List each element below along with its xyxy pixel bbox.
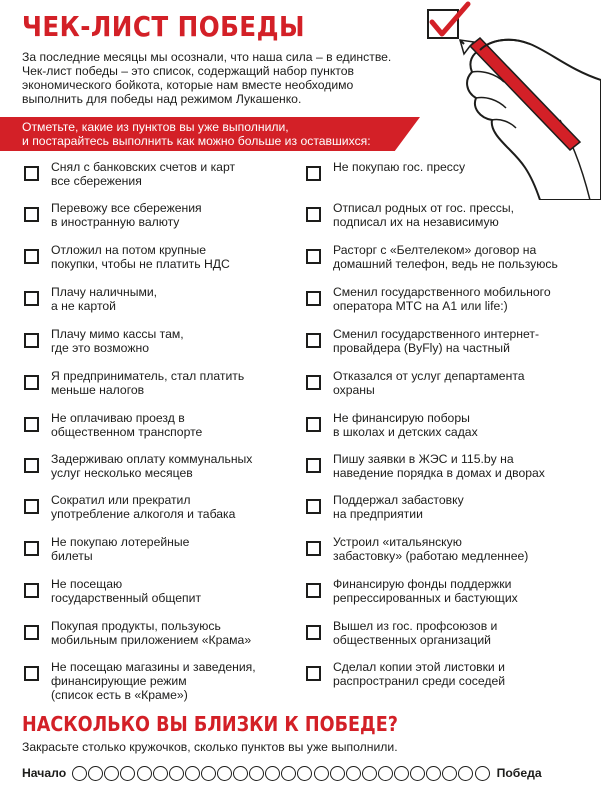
checklist-item-label: [51, 619, 251, 647]
checklist-item-line: Не оплачиваю проезд в: [51, 411, 185, 425]
checklist-item-label: [333, 535, 528, 563]
checklist-item-line: Сменил государственного интернет-: [333, 327, 540, 341]
checklist-item-line: Устроил «итальянскую: [333, 535, 462, 549]
progress-circle[interactable]: [153, 766, 168, 781]
checklist-item-line: Отписал родных от гос. прессы,: [333, 201, 514, 215]
checklist-item[interactable]: [24, 619, 286, 647]
checklist-item-line: общественном транспорте: [51, 425, 203, 439]
checklist-item-line: репрессированных и бастующих: [333, 591, 518, 605]
checklist-item[interactable]: [24, 327, 286, 355]
checklist-item-line: Не покупаю гос. прессу: [333, 160, 466, 174]
checkbox[interactable]: [24, 541, 39, 556]
progress-circle[interactable]: [169, 766, 184, 781]
progress-circle[interactable]: [362, 766, 377, 781]
progress-circle[interactable]: [346, 766, 361, 781]
progress-circle[interactable]: [249, 766, 264, 781]
checklist-item-line: употребление алкоголя и табака: [51, 507, 236, 521]
checkbox[interactable]: [306, 458, 321, 473]
checklist-item-line: билеты: [51, 549, 93, 563]
checklist-item-label: [333, 660, 505, 688]
checklist-item-label: [333, 577, 518, 605]
checklist-item-line: Задерживаю оплату коммунальных: [51, 452, 253, 466]
checklist-item-line: забастовку» (работаю медленнее): [333, 549, 529, 563]
checklist-item-line: все сбережения: [51, 174, 142, 188]
checklist-item-line: в иностранную валюту: [51, 215, 180, 229]
checkbox[interactable]: [306, 417, 321, 432]
checklist-item[interactable]: [24, 452, 286, 480]
checkbox[interactable]: [24, 458, 39, 473]
checkbox[interactable]: [306, 541, 321, 556]
checklist-item[interactable]: [24, 493, 286, 521]
checklist-item-line: Не финансирую поборы: [333, 411, 470, 425]
checklist-item-line: Поддержал забастовку: [333, 493, 464, 507]
checklist-item[interactable]: [306, 619, 586, 647]
checklist-item[interactable]: [24, 243, 286, 271]
checklist-item[interactable]: [306, 160, 586, 181]
progress-circle[interactable]: [297, 766, 312, 781]
checklist-item-line: Не посещаю магазины и заведения,: [51, 660, 256, 674]
checklist-item-label: [333, 493, 464, 521]
checklist-item-line: общественных организаций: [333, 633, 491, 647]
banner-line: и постарайтесь выполнить как можно больше из оставшихся:: [22, 133, 371, 148]
checklist-item-label: [333, 201, 514, 229]
checklist-item[interactable]: [24, 411, 286, 439]
progress-subtitle: Закрасьте столько кружочков, сколько пунктов вы уже выполнили.: [22, 740, 398, 754]
checklist-item[interactable]: [306, 660, 586, 688]
checklist-item-label: [333, 619, 497, 647]
checklist-item-label: [51, 160, 235, 188]
progress-circle[interactable]: [265, 766, 280, 781]
checklist-item-line: в школах и детских садах: [333, 425, 478, 439]
progress-end-label: Победа: [496, 766, 542, 780]
checklist-item[interactable]: [24, 660, 286, 702]
checkbox[interactable]: [306, 375, 321, 390]
intro-text: [22, 50, 442, 106]
checklist-item-label: [333, 243, 558, 271]
checklist-item-label: [333, 327, 539, 355]
instruction-banner-text: [22, 121, 412, 148]
checkbox[interactable]: [306, 666, 321, 681]
checkbox[interactable]: [24, 499, 39, 514]
checklist-item-label: [51, 452, 252, 480]
progress-circle[interactable]: [120, 766, 135, 781]
checklist-item-label: [51, 243, 230, 271]
checklist-item[interactable]: [306, 411, 586, 439]
checklist-item-label: [51, 201, 202, 229]
checklist-item-line: наведение порядка в домах и дворах: [333, 466, 545, 480]
checkbox[interactable]: [306, 583, 321, 598]
progress-circle[interactable]: [137, 766, 152, 781]
progress-circle[interactable]: [378, 766, 393, 781]
checklist-item-line: Не посещаю: [51, 577, 123, 591]
progress-circles: [72, 766, 490, 781]
checklist-item[interactable]: [306, 243, 586, 271]
checklist-item-label: [333, 411, 478, 439]
progress-circle[interactable]: [475, 766, 490, 781]
checklist-item[interactable]: [306, 327, 586, 355]
intro-line: За последние месяцы мы осознали, что наша сила – в единстве.: [22, 50, 392, 64]
checklist-item[interactable]: [306, 577, 586, 605]
progress-circle[interactable]: [410, 766, 425, 781]
checklist-item-line: меньше налогов: [51, 383, 145, 397]
checklist-item-line: Вышел из гос. профсоюзов и: [333, 619, 498, 633]
checkbox[interactable]: [24, 375, 39, 390]
checklist-item-line: Сменил государственного мобильного: [333, 285, 551, 299]
progress-circle[interactable]: [104, 766, 119, 781]
checklist-item-label: [51, 411, 202, 439]
checklist-item[interactable]: [306, 452, 586, 480]
checklist-item-line: финансирующие режим: [51, 674, 187, 688]
checkbox[interactable]: [24, 666, 39, 681]
checklist-item-line: провайдера (ByFly) на частный: [333, 341, 510, 355]
progress-circle[interactable]: [314, 766, 329, 781]
checklist-item[interactable]: [306, 369, 586, 397]
checklist-item-label: [51, 327, 184, 355]
checklist-item-line: домашний телефон, ведь не пользуюсь: [333, 257, 558, 271]
checklist-item[interactable]: [24, 201, 286, 229]
checklist-item-line: Пишу заявки в ЖЭС и 115.by на: [333, 452, 514, 466]
progress-circle[interactable]: [72, 766, 87, 781]
checkbox[interactable]: [306, 249, 321, 264]
checkbox[interactable]: [24, 333, 39, 348]
checkbox[interactable]: [24, 417, 39, 432]
checklist-item-line: Финансирую фонды поддержки: [333, 577, 512, 591]
checklist-item-line: подписал их на независимую: [333, 215, 499, 229]
checkbox[interactable]: [306, 499, 321, 514]
checklist-item-line: распространил среди соседей: [333, 674, 506, 688]
checkbox[interactable]: [24, 583, 39, 598]
checklist-item-line: покупки, чтобы не платить НДС: [51, 257, 230, 271]
checkbox[interactable]: [306, 166, 321, 181]
checklist-item[interactable]: [24, 285, 286, 313]
progress-circle[interactable]: [88, 766, 103, 781]
progress-circle[interactable]: [442, 766, 457, 781]
checklist-item-line: мобильным приложением «Крама»: [51, 633, 252, 647]
intro-line: выполнить для победы над режимом Лукашенко.: [22, 92, 302, 106]
progress-circle[interactable]: [458, 766, 473, 781]
checklist-item-line: услуг несколько месяцев: [51, 466, 193, 480]
checklist-item-line: Перевожу все сбережения: [51, 201, 202, 215]
progress-circle[interactable]: [281, 766, 296, 781]
progress-title: НАСКОЛЬКО ВЫ БЛИЗКИ К ПОБЕДЕ?: [22, 712, 398, 736]
progress-circle[interactable]: [394, 766, 409, 781]
checklist-item[interactable]: [24, 369, 286, 397]
progress-circle[interactable]: [426, 766, 441, 781]
checklist-item-label: [51, 493, 235, 521]
checklist-item[interactable]: [306, 201, 586, 229]
checklist-item-label: [51, 535, 189, 563]
checklist-item-line: а не картой: [51, 299, 116, 313]
page-title: ЧЕК-ЛИСТ ПОБЕДЫ: [22, 10, 305, 43]
checklist-item-line: Покупая продукты, пользуюсь: [51, 619, 221, 633]
checkmark-icon: [432, 4, 468, 34]
checklist-item-line: Не покупаю лотерейные: [51, 535, 190, 549]
checkbox[interactable]: [306, 625, 321, 640]
checklist-item-line: Расторг с «Белтелеком» договор на: [333, 243, 537, 257]
checklist-item-label: [51, 285, 157, 313]
progress-scale: [22, 763, 582, 783]
checkbox[interactable]: [306, 333, 321, 348]
checkbox[interactable]: [24, 291, 39, 306]
checklist-item-line: Сократил или прекратил: [51, 493, 191, 507]
checkbox[interactable]: [24, 166, 39, 181]
checklist-item-line: государственный общепит: [51, 591, 202, 605]
checklist-item-label: [333, 285, 551, 313]
checklist-item-line: охраны: [333, 383, 375, 397]
checkbox[interactable]: [306, 291, 321, 306]
checklist-item[interactable]: [24, 577, 286, 605]
progress-circle[interactable]: [201, 766, 216, 781]
intro-line: Чек-лист победы – это список, содержащий набор пунктов: [22, 64, 354, 78]
checklist-item-label: [51, 660, 256, 702]
checkbox[interactable]: [24, 249, 39, 264]
checklist-item-label: [333, 452, 545, 480]
checklist-item-label: [51, 577, 201, 605]
checklist-item-line: Отказался от услуг департамента: [333, 369, 525, 383]
checklist-item[interactable]: [306, 535, 586, 563]
checklist-item-label: [333, 160, 465, 174]
checklist-item-line: на предприятии: [333, 507, 423, 521]
checklist-item-line: (список есть в «Краме»): [51, 688, 188, 702]
checklist-item[interactable]: [24, 535, 286, 563]
checklist-item[interactable]: [306, 493, 586, 521]
checklist-item-line: Сделал копии этой листовки и: [333, 660, 505, 674]
checklist-item-label: [333, 369, 525, 397]
checklist-item-line: Я предприниматель, стал платить: [51, 369, 245, 383]
checkbox[interactable]: [24, 207, 39, 222]
progress-circle[interactable]: [233, 766, 248, 781]
checklist-item[interactable]: [24, 160, 286, 188]
progress-start-label: Начало: [22, 766, 67, 780]
checklist-item-line: Отложил на потом крупные: [51, 243, 207, 257]
checklist-item-line: где это возможно: [51, 341, 149, 355]
checkbox[interactable]: [306, 207, 321, 222]
checklist-item-line: Плачу наличными,: [51, 285, 158, 299]
checklist-item-line: оператора МТС на А1 или life:): [333, 299, 508, 313]
progress-circle[interactable]: [185, 766, 200, 781]
checklist-item-line: Снял с банковских счетов и карт: [51, 160, 236, 174]
progress-circle[interactable]: [330, 766, 345, 781]
checklist-item-label: [51, 369, 244, 397]
checkbox[interactable]: [24, 625, 39, 640]
checklist-item-line: Плачу мимо кассы там,: [51, 327, 184, 341]
progress-circle[interactable]: [217, 766, 232, 781]
banner-line: Отметьте, какие из пунктов вы уже выполнили,: [22, 120, 289, 134]
checklist-item[interactable]: [306, 285, 586, 313]
intro-line: экономического бойкота, которые нам вместе необходимо: [22, 78, 354, 92]
